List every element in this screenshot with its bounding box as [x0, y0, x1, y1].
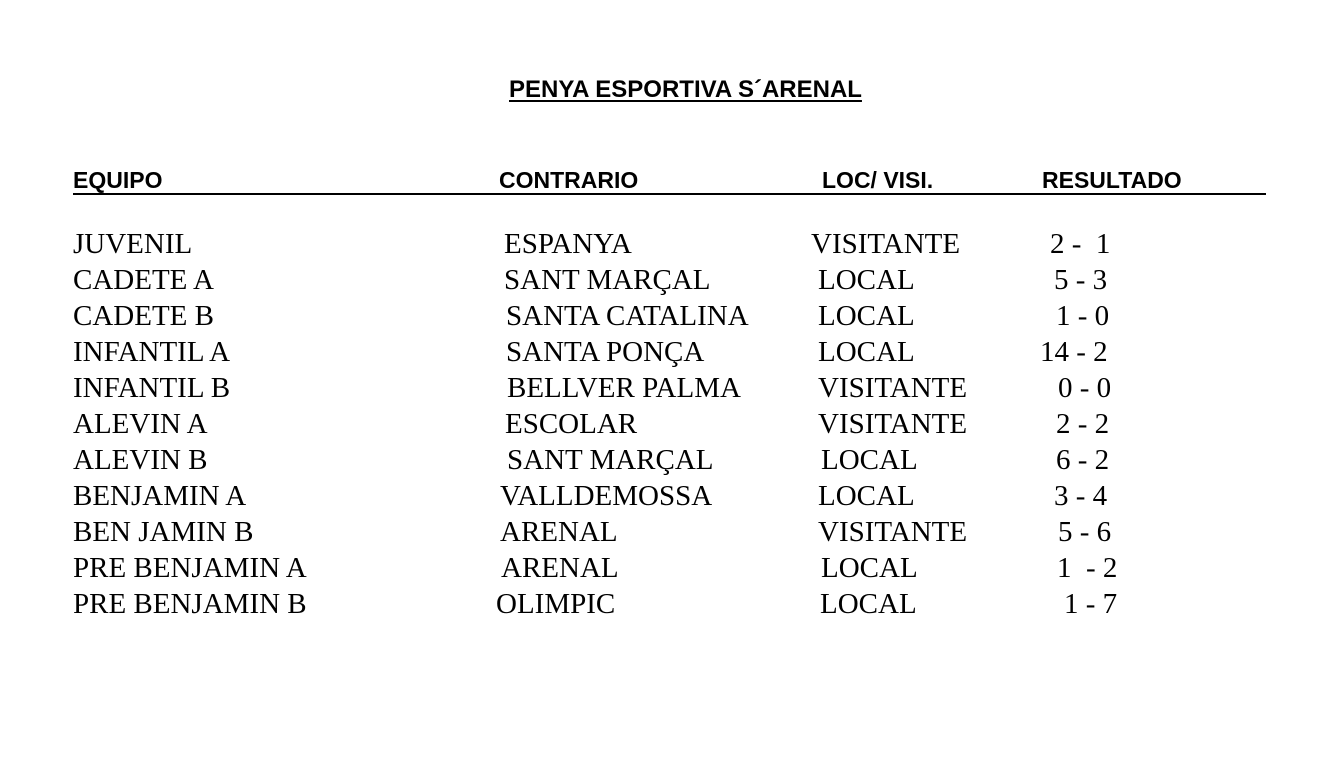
result-cell: 0 - 0 — [1058, 372, 1112, 404]
location-cell: VISITANTE — [818, 516, 968, 548]
team-cell: CADETE B — [73, 300, 214, 332]
opponent-cell: OLIMPIC — [496, 588, 616, 620]
result-cell: 5 - 6 — [1058, 516, 1112, 548]
location-cell: LOCAL — [818, 480, 915, 512]
result-cell: 3 - 4 — [1054, 480, 1108, 512]
location-cell: LOCAL — [820, 588, 917, 620]
table-row — [0, 226, 1318, 262]
team-cell: BEN JAMIN B — [73, 516, 254, 548]
team-cell: CADETE A — [73, 264, 214, 296]
result-cell: 1 - 0 — [1056, 300, 1110, 332]
location-cell: LOCAL — [821, 552, 918, 584]
location-cell: LOCAL — [821, 444, 918, 476]
opponent-cell: ESPANYA — [504, 228, 632, 260]
table-row — [0, 298, 1318, 334]
table-row — [0, 442, 1318, 478]
result-cell: 5 - 3 — [1054, 264, 1108, 296]
opponent-cell: ARENAL — [501, 552, 619, 584]
location-cell: LOCAL — [818, 300, 915, 332]
location-cell: VISITANTE — [818, 372, 968, 404]
opponent-cell: SANT MARÇAL — [507, 444, 714, 476]
results-table-body — [0, 226, 1318, 622]
document-title: PENYA ESPORTIVA S´ARENAL — [509, 76, 862, 103]
table-row — [0, 550, 1318, 586]
table-row — [0, 370, 1318, 406]
table-row — [0, 514, 1318, 550]
table-row — [0, 406, 1318, 442]
location-cell: VISITANTE — [818, 408, 968, 440]
table-row — [0, 334, 1318, 370]
header-team: EQUIPO — [73, 167, 163, 193]
opponent-cell: VALLDEMOSSA — [500, 480, 713, 512]
result-cell: 1 - 7 — [1064, 588, 1118, 620]
location-cell: LOCAL — [818, 336, 915, 368]
result-cell: 14 - 2 — [1040, 336, 1108, 368]
team-cell: INFANTIL A — [73, 336, 231, 368]
team-cell: JUVENIL — [73, 228, 193, 260]
result-cell: 2 - 2 — [1056, 408, 1110, 440]
team-cell: BENJAMIN A — [73, 480, 247, 512]
table-row — [0, 478, 1318, 514]
table-row — [0, 262, 1318, 298]
opponent-cell: BELLVER PALMA — [507, 372, 741, 404]
opponent-cell: SANT MARÇAL — [504, 264, 711, 296]
result-cell: 6 - 2 — [1056, 444, 1110, 476]
result-cell: 1 - 2 — [1057, 552, 1118, 584]
header-result: RESULTADO — [1042, 167, 1182, 193]
table-row — [0, 586, 1318, 622]
team-cell: PRE BENJAMIN B — [73, 588, 307, 620]
team-cell: PRE BENJAMIN A — [73, 552, 307, 584]
team-cell: ALEVIN A — [73, 408, 208, 440]
result-cell: 2 - 1 — [1050, 228, 1111, 260]
opponent-cell: ARENAL — [500, 516, 618, 548]
header-opponent: CONTRARIO — [499, 167, 639, 193]
opponent-cell: SANTA PONÇA — [506, 336, 705, 368]
location-cell: VISITANTE — [811, 228, 961, 260]
team-cell: INFANTIL B — [73, 372, 231, 404]
opponent-cell: SANTA CATALINA — [506, 300, 749, 332]
team-cell: ALEVIN B — [73, 444, 208, 476]
location-cell: LOCAL — [818, 264, 915, 296]
header-location: LOC/ VISI. — [822, 167, 934, 193]
opponent-cell: ESCOLAR — [505, 408, 638, 440]
table-header — [73, 167, 1266, 195]
